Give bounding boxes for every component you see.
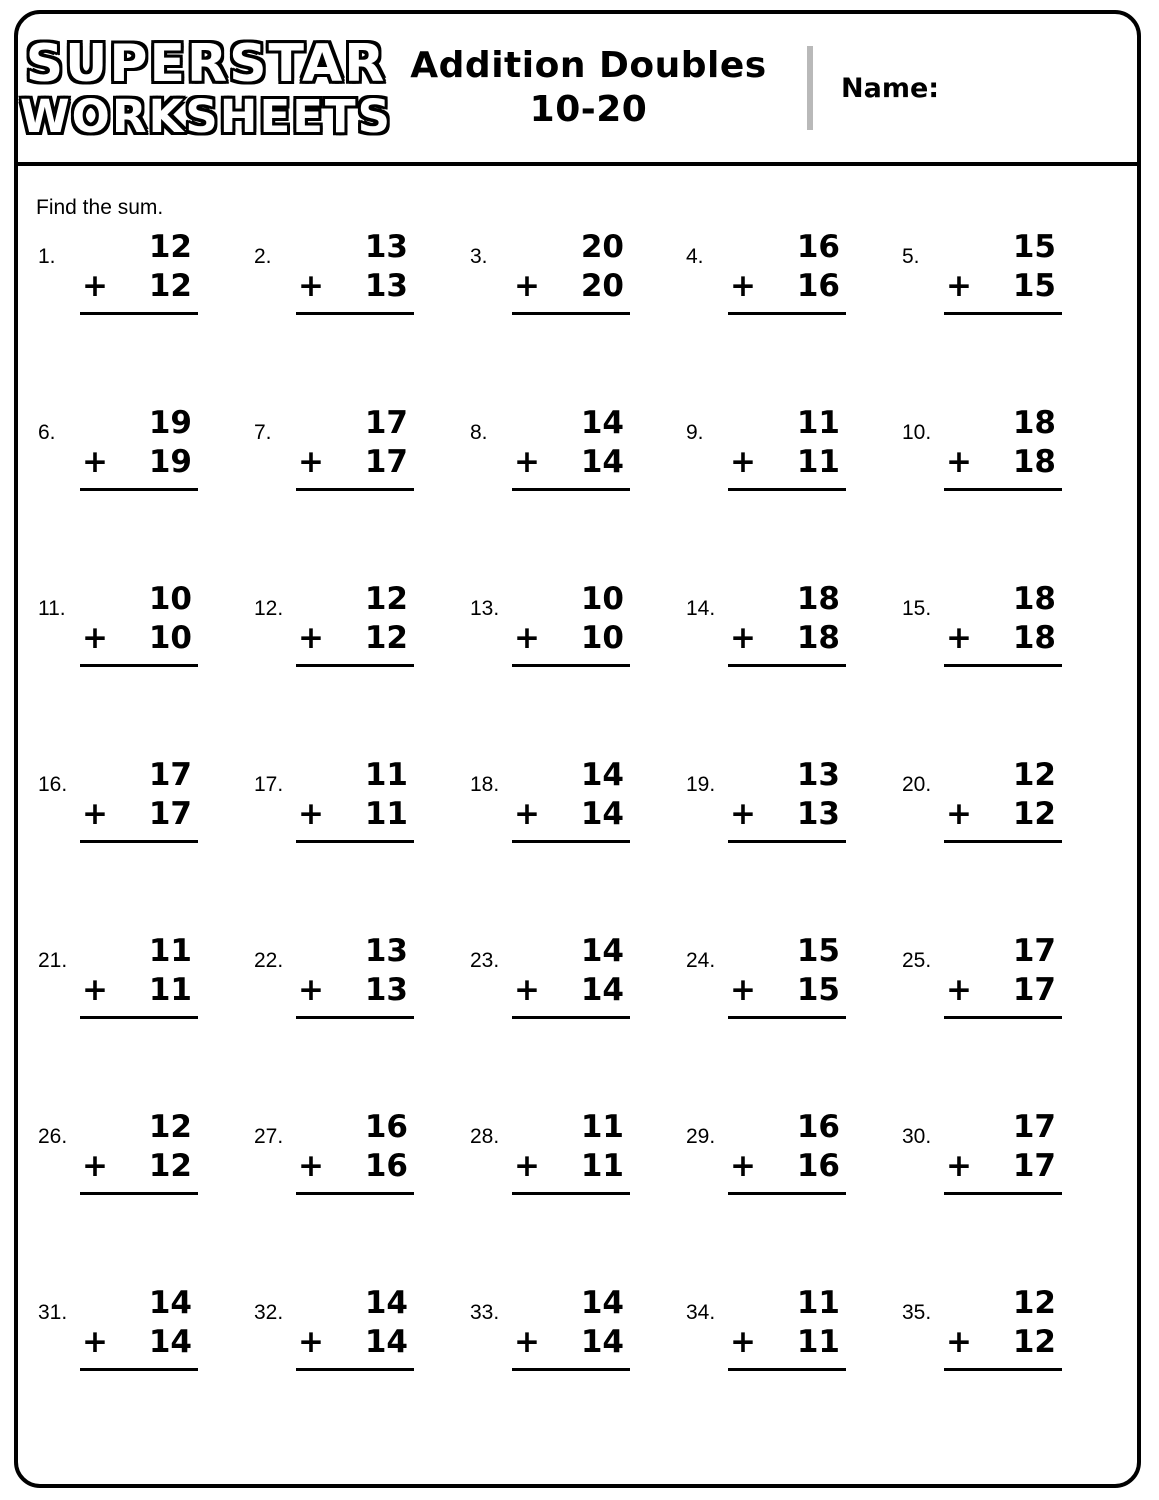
addend-bottom: 18 — [796, 619, 840, 656]
addend-top: 16 — [364, 1109, 408, 1145]
problem-stack — [728, 756, 848, 843]
problem-number: 5. — [902, 245, 920, 268]
addend-bottom: 12 — [1012, 1323, 1056, 1360]
problem-stack — [944, 404, 1064, 491]
plus-operator: + — [514, 619, 540, 656]
addend-bottom-row — [512, 1323, 632, 1362]
addend-top: 13 — [364, 933, 408, 969]
problem-number: 22. — [254, 949, 284, 972]
problem-item — [26, 1284, 242, 1460]
addend-bottom-row — [512, 971, 632, 1010]
problem-item — [674, 1108, 890, 1284]
worksheet-header — [18, 14, 1137, 166]
plus-operator: + — [298, 1147, 324, 1184]
problem-stack — [80, 404, 200, 491]
addend-top: 11 — [796, 1285, 840, 1321]
name-label: Name: — [841, 72, 940, 104]
answer-line[interactable] — [728, 1016, 846, 1019]
problem-number: 19. — [686, 773, 716, 796]
problem-number: 8. — [470, 421, 488, 444]
addend-top: 16 — [796, 229, 840, 265]
plus-operator: + — [946, 795, 972, 832]
addend-bottom-row — [296, 619, 416, 658]
answer-line[interactable] — [512, 1192, 630, 1195]
answer-line[interactable] — [728, 488, 846, 491]
addend-bottom-row — [944, 619, 1064, 658]
problem-item — [242, 932, 458, 1108]
problem-item — [26, 404, 242, 580]
addend-bottom-row — [728, 619, 848, 658]
addend-top: 17 — [1012, 933, 1056, 969]
addend-bottom: 15 — [796, 971, 840, 1008]
plus-operator: + — [82, 1323, 108, 1360]
problem-stack — [728, 228, 848, 315]
addend-top: 11 — [580, 1109, 624, 1145]
problem-stack — [296, 404, 416, 491]
problem-stack — [944, 228, 1064, 315]
problem-item — [890, 932, 1106, 1108]
problem-item — [890, 580, 1106, 756]
answer-line[interactable] — [728, 1368, 846, 1371]
problem-item — [674, 932, 890, 1108]
problem-stack — [80, 1284, 200, 1371]
addend-bottom-row — [80, 1323, 200, 1362]
addend-bottom: 19 — [148, 443, 192, 480]
problem-stack — [80, 228, 200, 315]
problem-stack — [944, 1284, 1064, 1371]
problem-stack — [728, 404, 848, 491]
addend-top: 18 — [796, 581, 840, 617]
addend-bottom-row — [296, 971, 416, 1010]
addend-bottom: 12 — [1012, 795, 1056, 832]
answer-line[interactable] — [944, 1192, 1062, 1195]
addend-bottom: 16 — [796, 1147, 840, 1184]
problem-item — [26, 932, 242, 1108]
problem-stack — [512, 756, 632, 843]
addend-top: 14 — [364, 1285, 408, 1321]
problem-stack — [296, 228, 416, 315]
plus-operator: + — [298, 267, 324, 304]
problem-number: 2. — [254, 245, 272, 268]
page-title — [382, 44, 807, 132]
addend-top: 10 — [580, 581, 624, 617]
addend-bottom: 13 — [364, 267, 408, 304]
plus-operator: + — [946, 619, 972, 656]
problem-item — [674, 756, 890, 932]
addend-bottom-row — [728, 1147, 848, 1186]
problem-item — [242, 580, 458, 756]
problem-stack — [944, 756, 1064, 843]
answer-line[interactable] — [944, 1368, 1062, 1371]
addend-bottom: 11 — [364, 795, 408, 832]
instruction-text: Find the sum. — [36, 196, 164, 219]
addend-bottom-row — [944, 267, 1064, 306]
addend-bottom-row — [80, 1147, 200, 1186]
answer-line[interactable] — [80, 840, 198, 843]
addend-bottom-row — [80, 795, 200, 834]
addend-bottom: 15 — [1012, 267, 1056, 304]
addend-top: 17 — [364, 405, 408, 441]
problem-number: 30. — [902, 1125, 932, 1148]
addend-bottom-row — [296, 443, 416, 482]
answer-line[interactable] — [728, 840, 846, 843]
problem-item — [674, 1284, 890, 1460]
problem-number: 33. — [470, 1301, 500, 1324]
header-divider — [807, 46, 813, 130]
problem-stack — [944, 580, 1064, 667]
addend-bottom: 17 — [148, 795, 192, 832]
problem-number: 15. — [902, 597, 932, 620]
addend-bottom-row — [944, 1147, 1064, 1186]
addend-bottom: 17 — [1012, 1147, 1056, 1184]
problem-item — [890, 1284, 1106, 1460]
problem-number: 24. — [686, 949, 716, 972]
problem-item — [26, 1108, 242, 1284]
problem-item — [458, 756, 674, 932]
problem-item — [242, 756, 458, 932]
addend-bottom: 12 — [148, 1147, 192, 1184]
problem-item — [242, 228, 458, 404]
answer-line[interactable] — [296, 664, 414, 667]
answer-line[interactable] — [512, 488, 630, 491]
addend-bottom-row — [296, 795, 416, 834]
problems-grid — [26, 228, 1106, 1460]
addend-bottom: 14 — [580, 1323, 624, 1360]
addend-bottom-row — [728, 971, 848, 1010]
plus-operator: + — [514, 267, 540, 304]
addend-top: 14 — [148, 1285, 192, 1321]
addend-bottom: 11 — [796, 1323, 840, 1360]
answer-line[interactable] — [80, 1016, 198, 1019]
addend-top: 14 — [580, 757, 624, 793]
plus-operator: + — [514, 443, 540, 480]
addend-top: 16 — [796, 1109, 840, 1145]
addend-top: 13 — [796, 757, 840, 793]
addend-top: 17 — [1012, 1109, 1056, 1145]
answer-line[interactable] — [512, 664, 630, 667]
answer-line[interactable] — [80, 1368, 198, 1371]
problem-item — [458, 228, 674, 404]
answer-line[interactable] — [296, 1368, 414, 1371]
problem-item — [458, 1108, 674, 1284]
problem-number: 7. — [254, 421, 272, 444]
answer-line[interactable] — [728, 664, 846, 667]
problem-item — [26, 228, 242, 404]
addend-bottom-row — [728, 795, 848, 834]
answer-line[interactable] — [512, 312, 630, 315]
addend-top: 11 — [364, 757, 408, 793]
problem-number: 11. — [38, 597, 66, 620]
addend-bottom: 12 — [148, 267, 192, 304]
problem-stack — [728, 580, 848, 667]
answer-line[interactable] — [944, 1016, 1062, 1019]
problem-item — [890, 756, 1106, 932]
addend-bottom-row — [296, 1323, 416, 1362]
problem-number: 10. — [902, 421, 932, 444]
problem-item — [26, 580, 242, 756]
logo-line-2: WORKSHEETS — [19, 89, 393, 143]
problem-stack — [512, 228, 632, 315]
problem-stack — [296, 1284, 416, 1371]
addend-top: 11 — [796, 405, 840, 441]
addend-bottom: 20 — [580, 267, 624, 304]
problem-stack — [944, 1108, 1064, 1195]
addend-bottom-row — [944, 443, 1064, 482]
plus-operator: + — [946, 1147, 972, 1184]
problem-stack — [728, 1108, 848, 1195]
problem-item — [674, 404, 890, 580]
addend-bottom-row — [512, 795, 632, 834]
problem-stack — [512, 1108, 632, 1195]
answer-line[interactable] — [944, 664, 1062, 667]
name-field-area — [807, 38, 1137, 138]
addend-bottom: 17 — [1012, 971, 1056, 1008]
addend-bottom-row — [512, 267, 632, 306]
answer-line[interactable] — [80, 1192, 198, 1195]
problem-number: 34. — [686, 1301, 716, 1324]
problem-number: 29. — [686, 1125, 716, 1148]
addend-bottom-row — [944, 795, 1064, 834]
addend-bottom-row — [728, 267, 848, 306]
addend-bottom-row — [944, 971, 1064, 1010]
problem-number: 4. — [686, 245, 704, 268]
plus-operator: + — [946, 971, 972, 1008]
plus-operator: + — [82, 443, 108, 480]
problem-number: 6. — [38, 421, 56, 444]
problem-number: 12. — [254, 597, 284, 620]
addend-bottom: 18 — [1012, 443, 1056, 480]
plus-operator: + — [82, 1147, 108, 1184]
problem-number: 13. — [470, 597, 500, 620]
answer-line[interactable] — [296, 1192, 414, 1195]
addend-top: 19 — [148, 405, 192, 441]
answer-line[interactable] — [80, 312, 198, 315]
addend-top: 18 — [1012, 581, 1056, 617]
problem-item — [890, 1108, 1106, 1284]
problem-stack — [296, 580, 416, 667]
plus-operator: + — [82, 619, 108, 656]
answer-line[interactable] — [944, 312, 1062, 315]
problem-item — [890, 228, 1106, 404]
plus-operator: + — [730, 443, 756, 480]
title-line-2: 10-20 — [529, 89, 648, 130]
problem-item — [674, 580, 890, 756]
addend-top: 12 — [364, 581, 408, 617]
plus-operator: + — [946, 443, 972, 480]
plus-operator: + — [298, 443, 324, 480]
addend-top: 15 — [1012, 229, 1056, 265]
problem-number: 14. — [686, 597, 716, 620]
addend-bottom: 10 — [580, 619, 624, 656]
problem-number: 20. — [902, 773, 932, 796]
addend-bottom-row — [944, 1323, 1064, 1362]
problem-item — [242, 1284, 458, 1460]
problem-number: 17. — [254, 773, 284, 796]
problem-number: 1. — [38, 245, 56, 268]
problem-number: 23. — [470, 949, 500, 972]
problem-item — [458, 580, 674, 756]
plus-operator: + — [730, 971, 756, 1008]
plus-operator: + — [514, 1323, 540, 1360]
answer-line[interactable] — [80, 488, 198, 491]
answer-line[interactable] — [296, 1016, 414, 1019]
addend-bottom-row — [728, 443, 848, 482]
addend-top: 12 — [1012, 757, 1056, 793]
problem-stack — [512, 580, 632, 667]
addend-top: 14 — [580, 1285, 624, 1321]
plus-operator: + — [298, 971, 324, 1008]
plus-operator: + — [730, 1323, 756, 1360]
addend-bottom: 11 — [148, 971, 192, 1008]
problem-stack — [512, 404, 632, 491]
addend-top: 12 — [148, 229, 192, 265]
problem-item — [242, 404, 458, 580]
plus-operator: + — [730, 795, 756, 832]
addend-bottom-row — [512, 619, 632, 658]
problem-stack — [296, 932, 416, 1019]
plus-operator: + — [730, 619, 756, 656]
problem-stack — [728, 1284, 848, 1371]
plus-operator: + — [514, 1147, 540, 1184]
plus-operator: + — [946, 1323, 972, 1360]
plus-operator: + — [730, 1147, 756, 1184]
answer-line[interactable] — [80, 664, 198, 667]
problem-number: 21. — [38, 949, 68, 972]
problem-stack — [512, 932, 632, 1019]
answer-line[interactable] — [296, 488, 414, 491]
addend-bottom-row — [296, 267, 416, 306]
answer-line[interactable] — [728, 312, 846, 315]
problem-stack — [296, 756, 416, 843]
problem-stack — [80, 932, 200, 1019]
answer-line[interactable] — [944, 840, 1062, 843]
plus-operator: + — [730, 267, 756, 304]
problem-number: 28. — [470, 1125, 500, 1148]
addend-top: 14 — [580, 405, 624, 441]
problem-stack — [80, 756, 200, 843]
logo-line-1: SUPERSTAR — [25, 33, 387, 94]
problem-number: 26. — [38, 1125, 68, 1148]
problem-number: 27. — [254, 1125, 284, 1148]
addend-bottom-row — [512, 443, 632, 482]
problem-stack — [944, 932, 1064, 1019]
problem-item — [26, 756, 242, 932]
addend-bottom: 14 — [580, 971, 624, 1008]
addend-top: 11 — [148, 933, 192, 969]
addend-bottom: 14 — [148, 1323, 192, 1360]
answer-line[interactable] — [296, 312, 414, 315]
addend-bottom: 13 — [796, 795, 840, 832]
addend-bottom: 11 — [580, 1147, 624, 1184]
addend-top: 18 — [1012, 405, 1056, 441]
addend-bottom-row — [80, 443, 200, 482]
plus-operator: + — [298, 1323, 324, 1360]
plus-operator: + — [298, 795, 324, 832]
addend-top: 10 — [148, 581, 192, 617]
addend-bottom-row — [80, 971, 200, 1010]
plus-operator: + — [82, 795, 108, 832]
answer-line[interactable] — [512, 840, 630, 843]
problem-stack — [512, 1284, 632, 1371]
plus-operator: + — [82, 971, 108, 1008]
addend-bottom-row — [80, 619, 200, 658]
addend-bottom: 18 — [1012, 619, 1056, 656]
addend-top: 20 — [580, 229, 624, 265]
problem-number: 9. — [686, 421, 704, 444]
addend-bottom: 16 — [364, 1147, 408, 1184]
problem-number: 3. — [470, 245, 488, 268]
problem-stack — [80, 580, 200, 667]
problem-item — [890, 404, 1106, 580]
addend-bottom: 17 — [364, 443, 408, 480]
problem-stack — [80, 1108, 200, 1195]
plus-operator: + — [514, 971, 540, 1008]
problem-item — [674, 228, 890, 404]
problem-stack — [728, 932, 848, 1019]
addend-bottom: 14 — [580, 443, 624, 480]
addend-bottom: 14 — [364, 1323, 408, 1360]
addend-top: 14 — [580, 933, 624, 969]
addend-top: 12 — [1012, 1285, 1056, 1321]
plus-operator: + — [82, 267, 108, 304]
problem-number: 31. — [38, 1301, 68, 1324]
addend-bottom: 13 — [364, 971, 408, 1008]
title-line-1: Addition Doubles — [410, 45, 767, 87]
addend-bottom: 11 — [796, 443, 840, 480]
addend-bottom-row — [512, 1147, 632, 1186]
plus-operator: + — [946, 267, 972, 304]
addend-bottom: 12 — [364, 619, 408, 656]
addend-top: 17 — [148, 757, 192, 793]
addend-top: 13 — [364, 229, 408, 265]
answer-line[interactable] — [728, 1192, 846, 1195]
answer-line[interactable] — [512, 1368, 630, 1371]
problem-number: 32. — [254, 1301, 284, 1324]
addend-bottom: 16 — [796, 267, 840, 304]
addend-bottom-row — [80, 267, 200, 306]
problem-number: 35. — [902, 1301, 932, 1324]
addend-bottom-row — [296, 1147, 416, 1186]
problem-stack — [296, 1108, 416, 1195]
answer-line[interactable] — [944, 488, 1062, 491]
problem-item — [458, 404, 674, 580]
plus-operator: + — [298, 619, 324, 656]
plus-operator: + — [514, 795, 540, 832]
problem-number: 18. — [470, 773, 500, 796]
superstar-worksheets-logo — [19, 28, 393, 148]
addend-bottom-row — [728, 1323, 848, 1362]
problem-number: 25. — [902, 949, 932, 972]
problem-item — [242, 1108, 458, 1284]
addend-top: 12 — [148, 1109, 192, 1145]
problem-item — [458, 1284, 674, 1460]
problem-item — [458, 932, 674, 1108]
addend-bottom: 10 — [148, 619, 192, 656]
answer-line[interactable] — [512, 1016, 630, 1019]
addend-top: 15 — [796, 933, 840, 969]
addend-bottom: 14 — [580, 795, 624, 832]
answer-line[interactable] — [296, 840, 414, 843]
problem-number: 16. — [38, 773, 68, 796]
